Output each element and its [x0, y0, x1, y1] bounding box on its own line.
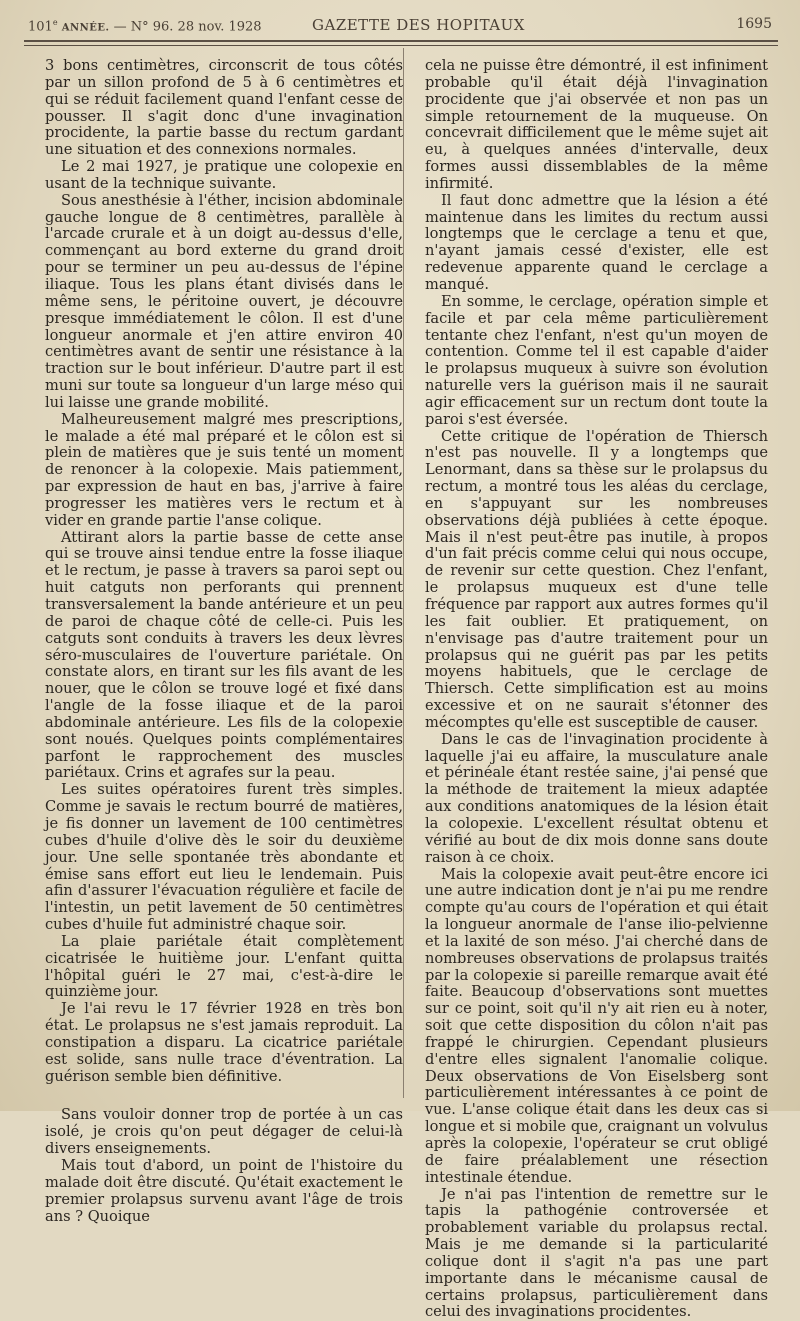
paragraph: Cette critique de l'opération de Thiersch n'est pas nouvelle. Il y a longtemps que Lenormant, dans sa thèse sur le prolapsus du rectum, a montré tous les aléas du cerclage, en s'appuyant sur les nombreuses observations déjà publiées à cette époque. Mais il n'est peut-être pas inutile, à propos d'un fait précis comme celui qui nous occupe, de revenir sur cette question. Chez l'enfant, le prolapsus muqueux est d'une telle fréquence par rapport aux autres formes qu'il les fait oublier. Et pratiquement, on n'envisage pas d'autre traitement pour un prolapsus qui ne guérit pas par les petits moyens habituels, que le cerclage de Thiersch. Cette simplification est au moins excessive et on ne saurait s'étonner des mécomptes qu'elle est susceptible de causer.: [425, 427, 768, 731]
right-column: [425, 58, 768, 1321]
paragraph: 3 bons centimètres, circonscrit de tous côtés par un sillon profond de 5 à 6 centimètres et qui se réduit facilement quand l'enfant cesse de pousser. Il s'agit donc d'une invagination procidente, la partie basse du rectum gardant une situation et des connexions normales.: [45, 57, 403, 159]
paragraph: Le 2 mai 1927, je pratique une colopexie en usant de la technique suivante.: [45, 158, 403, 192]
column-divider: [403, 48, 404, 1098]
paragraph: Sans vouloir donner trop de portée à un cas isolé, je crois qu'on peut dégager de celui-là divers enseignements.: [45, 1106, 403, 1158]
header-rule-thick: [24, 40, 778, 42]
issue-year-sup: e: [52, 18, 58, 27]
paragraph: Malheureusement malgré mes prescriptions, le malade a été mal préparé et le côlon est si plein de matières que je suis tenté un moment de renoncer à la colopexie. Mais patiemment, par expression de haut en bas, j'arrive à faire progresser les matières vers le rectum et à vider en grande partie l'anse colique.: [45, 410, 403, 529]
paragraph: Attirant alors la partie basse de cette anse qui se trouve ainsi tendue entre la fosse iliaque et le rectum, je passe à travers sa paroi sept ou huit catguts non perforants qui prennent transversalement la bande antérieure et un peu de paroi de chaque côté de celle-ci. Puis les catguts sont conduits à travers les deux lèvres séro-musculaires de l'ouverture pariétale. On constate alors, en tirant sur les fils avant de les nouer, que le côlon se trouve logé et fixé dans l'angle de la fosse iliaque et de la paroi abdominale antérieure. Les fils de la colopexie sont noués. Quelques points complémentaires parfont le rapprochement des muscles pariétaux. Crins et agrafes sur la peau.: [45, 528, 403, 782]
paragraph: Mais la colopexie avait peut-être encore ici une autre indication dont je n'ai pu me rendre compte qu'au cours de l'opération et qui était la longueur anormale de l'anse ilio-pelvienne et la laxité de son méso. J'ai cherché dans de nombreuses observations de prolapsus traités par la colopexie si pareille remarque avait été faite. Beaucoup d'observations sont muettes sur ce point, soit qu'il n'y ait rien eu à noter, soit que cette disposition du côlon n'ait pas frappé le chirurgien. Cependant plusieurs d'entre elles signalent l'anomalie colique. Deux observations de Von Eiselsberg sont particulièrement intéressantes à ce point de vue. L'anse colique était dans les deux cas si longue et si mobile que, craignant un volvulus après la colopexie, l'opérateur se crut obligé de faire préalablement une résection intestinale étendue.: [425, 865, 768, 1186]
issue-info: [28, 18, 262, 34]
issue-year: 101: [28, 19, 53, 35]
page-number: 1695: [736, 16, 772, 32]
paragraph: cela ne puisse être démontré, il est infiniment probable qu'il était déjà l'invagination procidente que j'ai observée et non pas un simple retournement de la muqueuse. On concevrait difficilement que le même sujet ait eu, à quelques années d'intervalle, deux formes aussi dissemblables de la même infirmité.: [425, 57, 768, 192]
paragraph: Les suites opératoires furent très simples. Comme je savais le rectum bourré de matières, je fis donner un lavement de 100 centimètres cubes d'huile d'olive dès le soir du deuxième jour. Une selle spontanée très abondante et émise sans effort eut lieu le lendemain. Puis afin d'assurer l'évacuation régulière et facile de l'intestin, un petit lavement de 50 centimètres cubes d'huile fut administré chaque soir.: [45, 781, 403, 934]
left-column: [45, 58, 403, 1225]
paragraph: Je l'ai revu le 17 février 1928 en très bon état. Le prolapsus ne s'est jamais reproduit. La constipation a disparu. La cicatrice pariétale est solide, sans nulle trace d'éventration. La guérison semble bien définitive.: [45, 1000, 403, 1085]
page-header: [28, 14, 776, 38]
paragraph: Sous anesthésie à l'éther, incision abdominale gauche longue de 8 centimètres, parallèle à l'arcade crurale et à un doigt au-dessus d'elle, commençant au bord externe du grand droit pour se terminer un peu au-dessus de l'épine iliaque. Tous les plans étant divisés dans le même sens, le péritoine ouvert, je découvre presque immédiatement le côlon. Il est d'une longueur anormale et j'en attire environ 40 centimètres avant de sentir une résistance à la traction sur le bout inférieur. D'autre part il est muni sur toute sa longueur d'un large méso qui lui laisse une grande mobilité.: [45, 191, 403, 411]
paragraph: Je n'ai pas l'intention de remettre sur le tapis la pathogénie controversée et probablement variable du prolapsus rectal. Mais je me demande si la particularité colique dont il s'agit n'a pas une part importante dans le mécanisme causal de certains prolapsus, particulièrement dans celui des invaginations procidentes.: [425, 1185, 768, 1321]
journal-title: GAZETTE DES HOPITAUX: [312, 16, 525, 34]
paragraph: Dans le cas de l'invagination procidente à laquelle j'ai eu affaire, la musculature anale et périnéale étant restée saine, j'ai pensé que la méthode de traitement la mieux adaptée aux conditions anatomiques de la lésion était la colopexie. L'excellent résultat obtenu et vérifié au bout de dix mois donne sans doute raison à ce choix.: [425, 730, 768, 866]
paragraph: Mais tout d'abord, un point de l'histoire du malade doit être discuté. Qu'était exactement le premier prolapsus survenu avant l'âge de trois ans ? Quoique: [45, 1157, 403, 1225]
issue-number-date: — N° 96. 28 nov. 1928: [109, 19, 262, 35]
issue-annee: ANNÉE.: [61, 22, 110, 34]
header-rule-thin: [24, 45, 778, 46]
paragraph: La plaie pariétale était complètement cicatrisée le huitième jour. L'enfant quitta l'hôpital guéri le 27 mai, c'est-à-dire le quinzième jour.: [45, 932, 403, 1001]
paragraph: Il faut donc admettre que la lésion a été maintenue dans les limites du rectum aussi longtemps que le cerclage a tenu et que, n'ayant jamais cessé d'exister, elle est redevenue apparente quand le cerclage a manqué.: [425, 191, 768, 293]
paragraph: En somme, le cerclage, opération simple et facile et par cela même particulièrement tentante chez l'enfant, n'est qu'un moyen de contention. Comme tel il est capable d'aider le prolapsus muqueux à suivre son évolution naturelle vers la guérison mais il ne saurait agir efficacement sur un rectum dont toute la paroi s'est éversée.: [425, 292, 768, 428]
